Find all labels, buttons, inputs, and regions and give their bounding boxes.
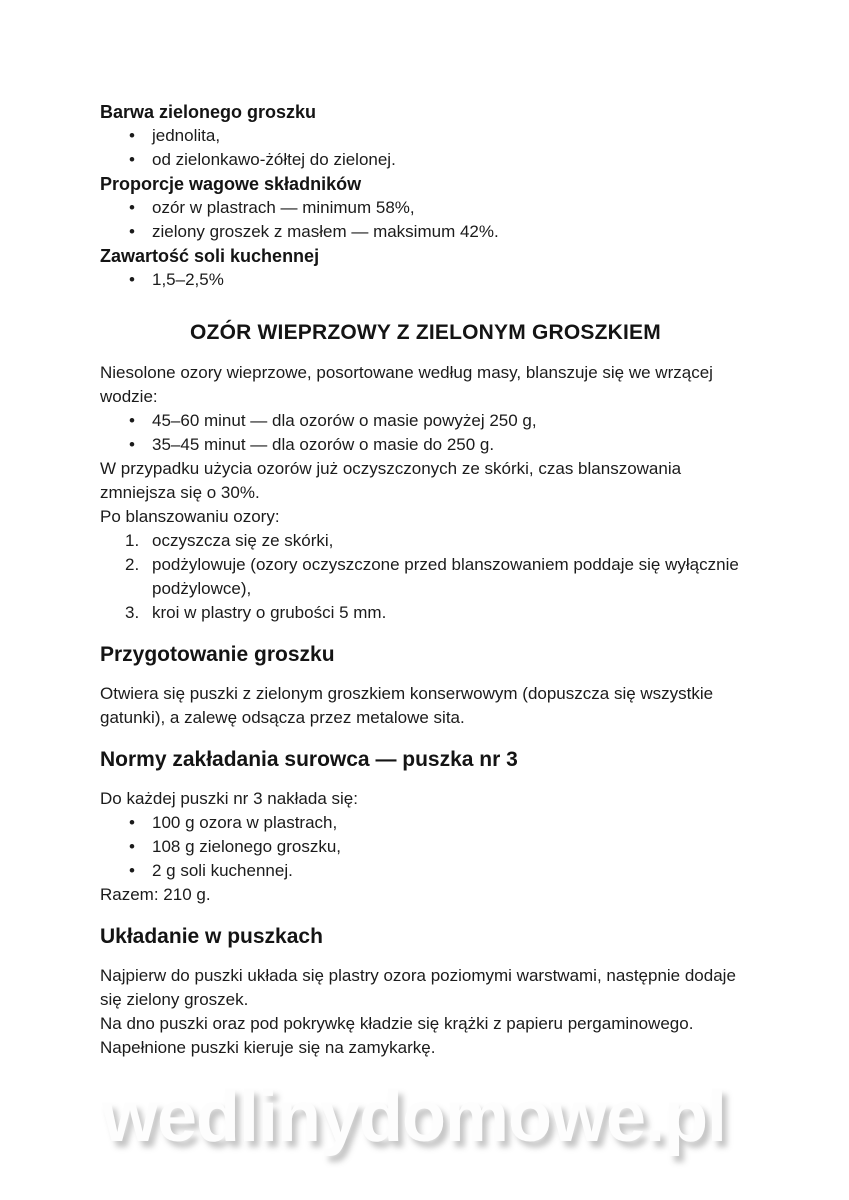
section-heading-norms: Normy zakładania surowca — puszka nr 3 — [100, 748, 518, 771]
blanching-note: W przypadku użycia ozorów już oczyszczonych ze skórki, czas blanszowania zmniejsza się o 30%. — [100, 459, 682, 502]
blanching-after-intro: Po blanszowaniu ozory: — [100, 507, 280, 526]
section-heading-packing: Układanie w puszkach — [100, 925, 323, 948]
list-item: • 35–45 minut — dla ozorów o masie do 250 g. — [100, 433, 751, 457]
list-item: • jednolita, — [100, 124, 751, 148]
peas-body: Otwiera się puszki z zielonym groszkiem konserwowym (dopuszcza się wszystkie gatunki), a zalewę odsącza przez metalowe sita. — [100, 684, 714, 727]
blanching-section — [100, 361, 751, 625]
packing-paragraph: Najpierw do puszki układa się plastry ozora poziomymi warstwami, następnie dodaje się zielony groszek. — [100, 966, 736, 1009]
spec-heading-proportions: Proporcje wagowe składników — [100, 174, 362, 194]
list-item: • 108 g zielonego groszku, — [100, 835, 751, 859]
blanching-times-list — [100, 409, 751, 457]
specs-section — [100, 100, 751, 292]
spec-salt-list — [100, 268, 751, 292]
spec-proportions-list — [100, 196, 751, 244]
list-item: • 2 g soli kuchennej. — [100, 859, 751, 883]
blanching-intro: Niesolone ozory wieprzowe, posortowane według masy, blanszuje się we wrzącej wodzie: — [100, 363, 713, 406]
list-item: kroi w plastry o grubości 5 mm. — [152, 603, 387, 622]
list-item: • od zielonkawo-żółtej do zielonej. — [100, 148, 751, 172]
norms-total: Razem: 210 g. — [100, 885, 211, 904]
document-title: OZÓR WIEPRZOWY Z ZIELONYM GROSZKIEM — [190, 321, 661, 344]
spec-heading-salt: Zawartość soli kuchennej — [100, 246, 320, 266]
list-item: • ozór w plastrach — minimum 58%, — [100, 196, 751, 220]
list-item: • 100 g ozora w plastrach, — [100, 811, 751, 835]
list-item: • 1,5–2,5% — [100, 268, 751, 292]
norms-list — [100, 811, 751, 883]
blanching-steps-list — [100, 529, 751, 625]
list-item: oczyszcza się ze skórki, — [152, 531, 334, 550]
norms-intro: Do każdej puszki nr 3 nakłada się: — [100, 789, 358, 808]
spec-heading-color: Barwa zielonego groszku — [100, 102, 317, 122]
section-heading-peas: Przygotowanie groszku — [100, 643, 335, 666]
packing-paragraph: Napełnione puszki kieruje się na zamykarkę. — [100, 1038, 436, 1057]
document-content — [100, 100, 751, 1060]
packing-paragraph: Na dno puszki oraz pod pokrywkę kładzie się krążki z papieru pergaminowego. — [100, 1014, 694, 1033]
list-item: • 45–60 minut — dla ozorów o masie powyżej 250 g, — [100, 409, 751, 433]
spec-color-list — [100, 124, 751, 172]
list-item: podżylowuje (ozory oczyszczone przed blanszowaniem poddaje się wyłącznie podżylowce), — [152, 555, 739, 598]
watermark: wedlinydomowe.pl — [102, 1077, 727, 1157]
list-item: • zielony groszek z masłem — maksimum 42%. — [100, 220, 751, 244]
